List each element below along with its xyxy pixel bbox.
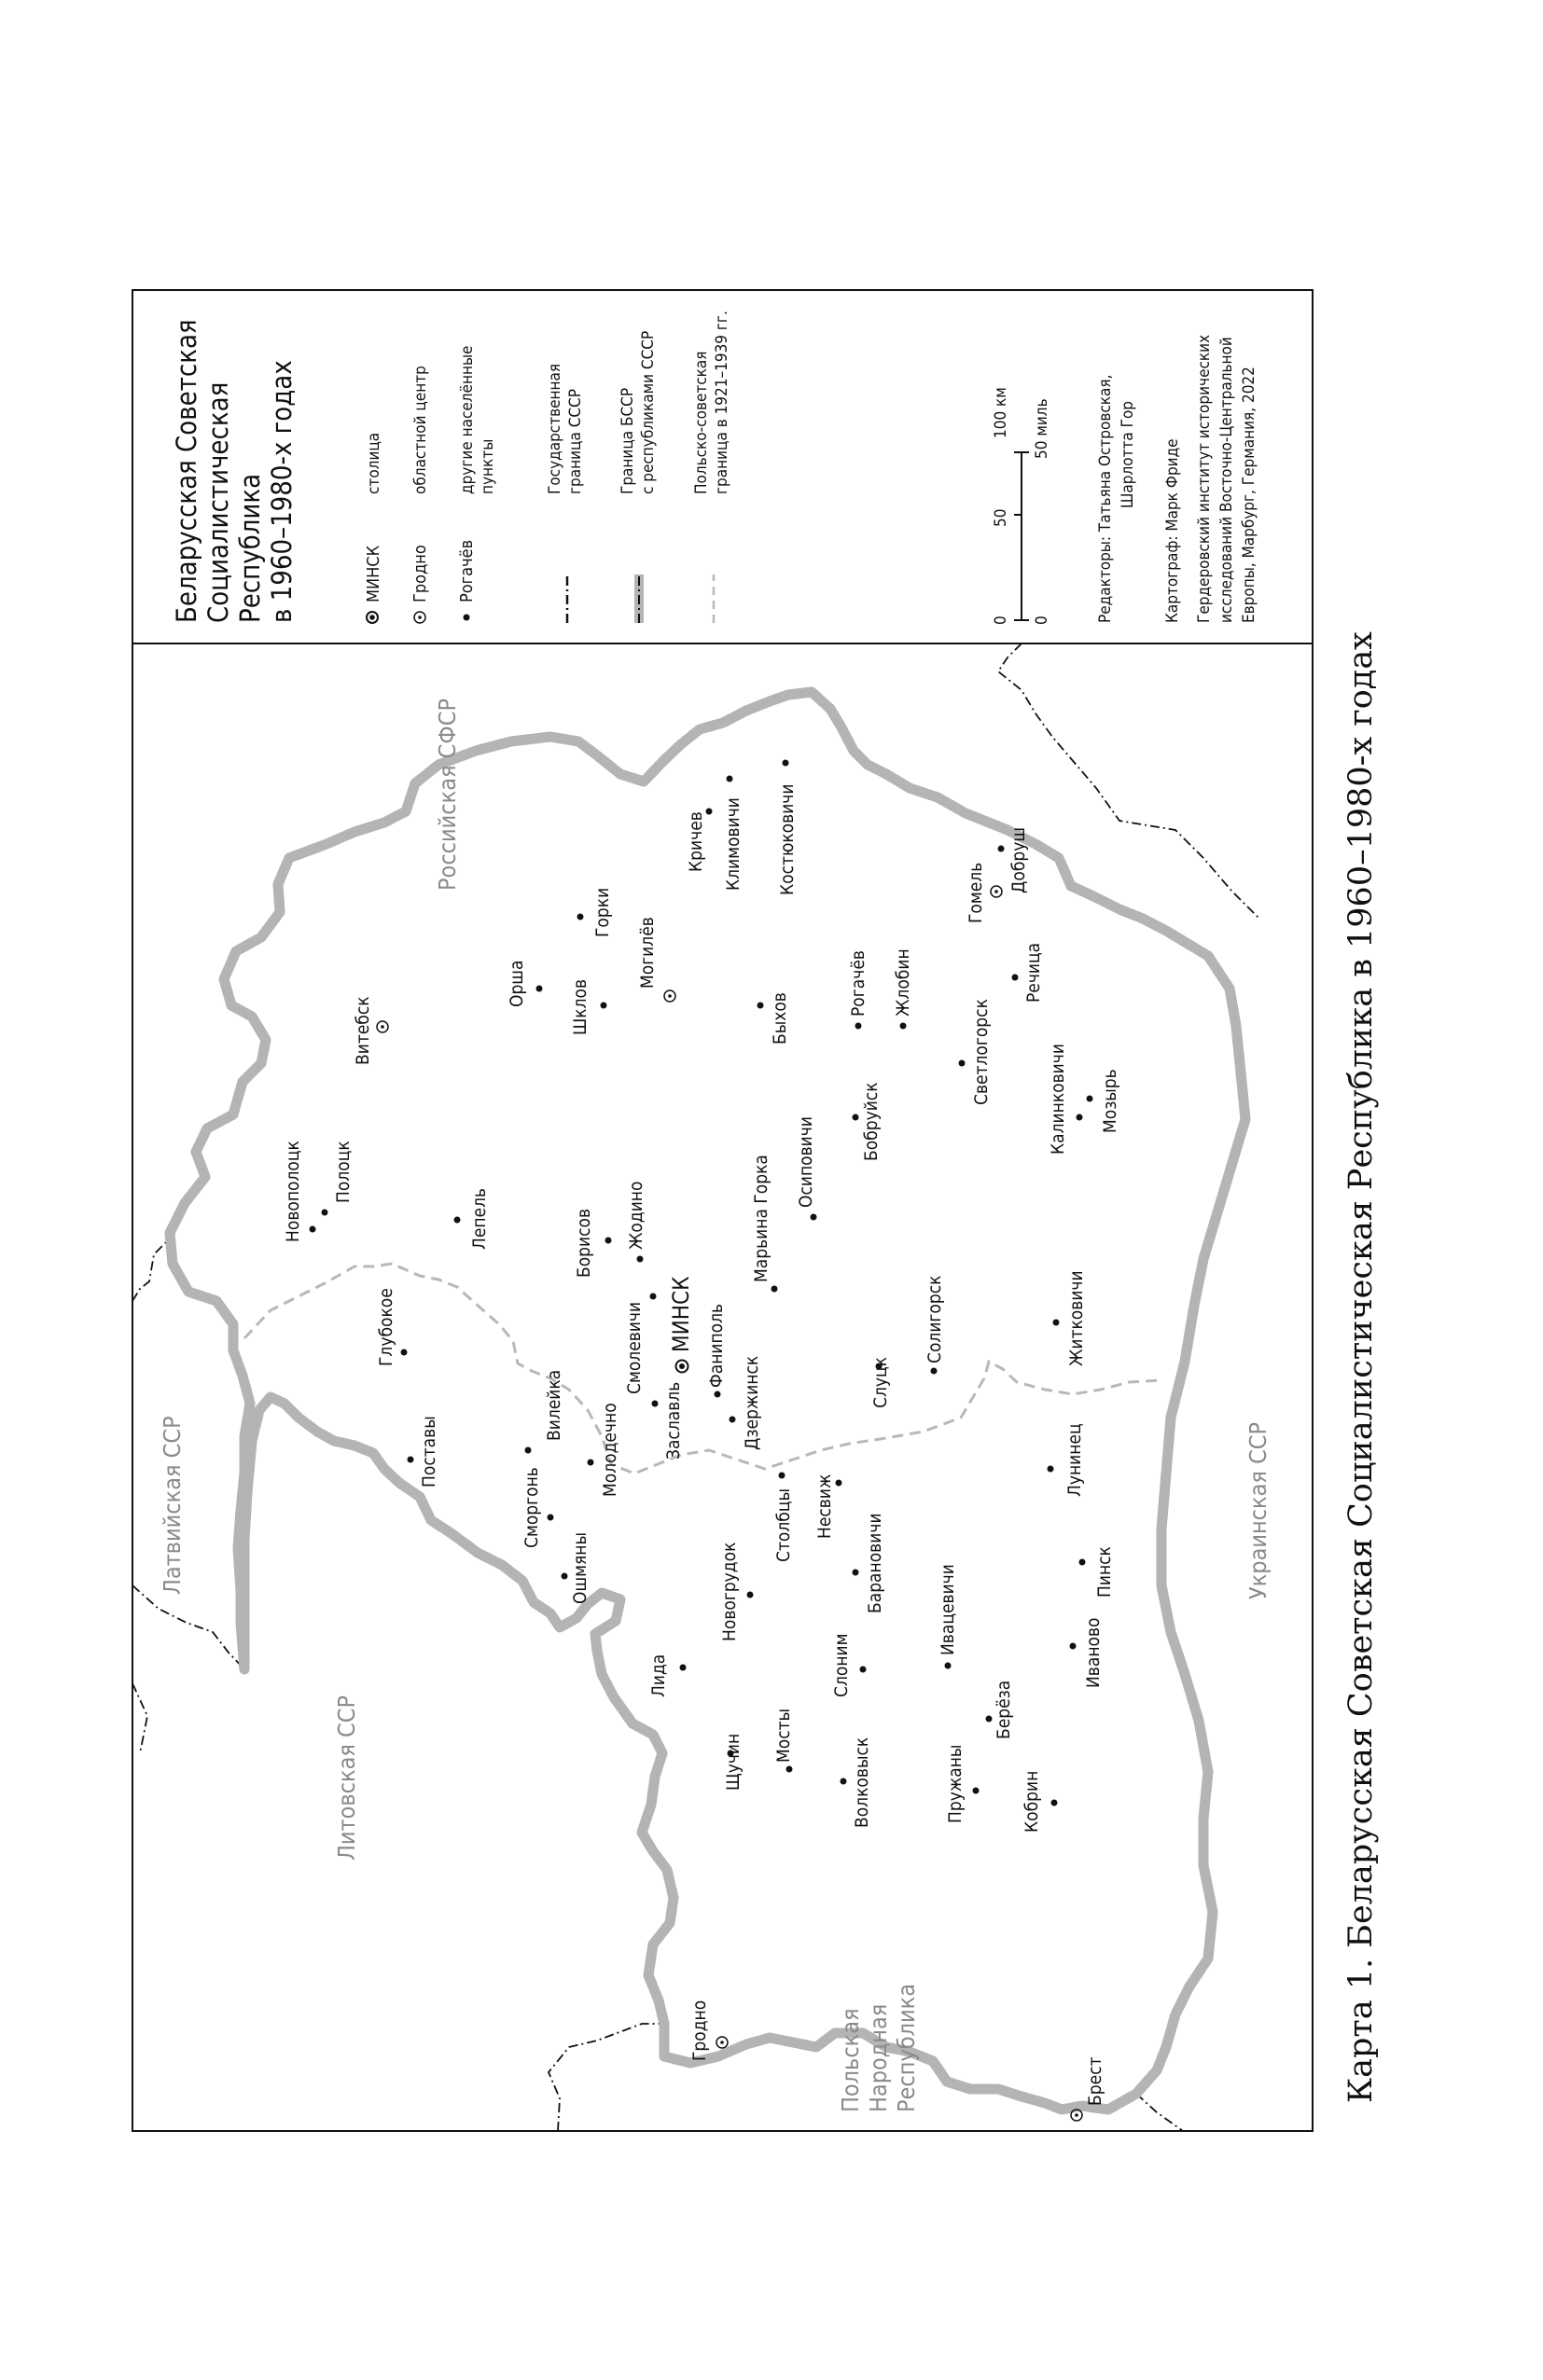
town-dot-orsha bbox=[536, 986, 543, 992]
scale-mi-50: 50 миль bbox=[1033, 398, 1051, 459]
town-dot-dobrush bbox=[998, 846, 1005, 852]
town-dot-byaroza bbox=[986, 1716, 993, 1723]
lithuania-latvia-border bbox=[132, 1585, 244, 1669]
town-dot-ivanovo bbox=[1070, 1643, 1077, 1650]
town-dot-shklov bbox=[601, 1003, 607, 1009]
town-label-luninets: Лунинец bbox=[1064, 1423, 1085, 1497]
regional-center-label: Гродно bbox=[689, 1999, 710, 2061]
town-dot-smorgon bbox=[548, 1515, 554, 1521]
town-dot-zaslavl bbox=[652, 1401, 659, 1407]
credit-institute: Гердеровский институт исторических исследований Восточно-Центральной Европы, Марбург, Германия, 2022 bbox=[1195, 334, 1258, 623]
town-label-rogachev: Рогачёв bbox=[848, 950, 869, 1017]
regional-center-dot bbox=[994, 890, 998, 893]
town-dot-rogachev bbox=[855, 1023, 862, 1030]
town-dot-svetlogorsk bbox=[959, 1060, 966, 1067]
town-dot-oshmyany bbox=[562, 1573, 568, 1580]
town-dot-maryina-gorka bbox=[772, 1286, 778, 1293]
town-label-zhitkovichi: Житковичи bbox=[1066, 1270, 1087, 1366]
town-label-kostyukovichi: Костюковичи bbox=[777, 783, 798, 895]
towns bbox=[283, 760, 1120, 1833]
town-dot-pinsk bbox=[1079, 1559, 1086, 1566]
town-label-stolbtsy: Столбцы bbox=[773, 1488, 794, 1562]
town-dot-kostyukovichi bbox=[783, 760, 789, 767]
legend-town-sample: Рогачёв bbox=[457, 539, 477, 602]
town-label-zhlobin: Жлобин bbox=[893, 948, 913, 1017]
town-label-novopolotsk: Новополоцк bbox=[283, 1141, 303, 1242]
credit-cartographer: Картограф: Марк Фриде bbox=[1163, 438, 1182, 623]
regional-center-dot bbox=[668, 994, 672, 998]
town-dot-slonim bbox=[860, 1667, 867, 1673]
town-dot-rechitsa bbox=[1012, 975, 1019, 981]
town-dot-novogrudok bbox=[747, 1592, 754, 1598]
russia-ukraine-border bbox=[998, 643, 1259, 919]
regional-center-gomel bbox=[966, 863, 1002, 923]
town-dot-kobrin bbox=[1051, 1800, 1058, 1806]
lithuania-east-edge bbox=[132, 1683, 147, 1753]
town-label-orsha: Орша bbox=[507, 960, 527, 1007]
region-lithuania: Литовская ССР bbox=[333, 1695, 360, 1861]
town-dot-luninets bbox=[1048, 1466, 1054, 1473]
region-labels bbox=[159, 699, 1272, 2112]
town-dot-stolbtsy bbox=[779, 1473, 785, 1479]
credit-editors-2: Шарлотта Гор bbox=[1119, 400, 1137, 508]
town-label-byaroza: Берёза bbox=[994, 1680, 1014, 1739]
town-dot-mozyr bbox=[1087, 1096, 1093, 1102]
cities bbox=[283, 760, 1120, 2122]
town-label-lepel: Лепель bbox=[469, 1187, 490, 1250]
town-label-maryina-gorka: Марьина Горка bbox=[751, 1155, 772, 1282]
town-label-pruzhany: Пружаны bbox=[945, 1744, 966, 1823]
map-caption: Карта 1. Беларусская Советская Социалистическая Республика в 1960–1980-х годах bbox=[1342, 631, 1380, 2103]
town-label-soligorsk: Солигорск bbox=[924, 1275, 945, 1363]
town-dot-lepel bbox=[454, 1217, 461, 1224]
regional-center-dot bbox=[1075, 2113, 1078, 2117]
town-label-oshmyany: Ошмяны bbox=[570, 1532, 591, 1604]
town-dot-klimovichi bbox=[727, 776, 733, 782]
legend-capital-desc: столица bbox=[365, 432, 383, 494]
scale-km-100: 100 км bbox=[992, 387, 1010, 438]
bssr-border-halo bbox=[170, 692, 1245, 2110]
legend-bssr-border-desc: Граница БССР с республиками СССР bbox=[619, 330, 658, 494]
town-dot-baranovichi bbox=[853, 1570, 859, 1576]
regional-center-vitebsk bbox=[353, 996, 388, 1065]
legend-town-desc: другие населённые пункты bbox=[458, 345, 497, 494]
town-label-slonim: Слоним bbox=[831, 1633, 852, 1697]
town-dot-polotsk bbox=[322, 1210, 328, 1216]
legend-state-border-desc: Государственная граница СССР bbox=[546, 363, 585, 494]
region-poland: Польская Народная Республика bbox=[837, 1983, 920, 2112]
credit-editors: Редакторы: Татьяна Островская, bbox=[1096, 374, 1115, 623]
town-label-zhodino: Жодино bbox=[626, 1181, 646, 1250]
town-label-kobrin: Кобрин bbox=[1022, 1770, 1042, 1833]
town-dot-nesvizh bbox=[836, 1480, 842, 1487]
town-dot-postavy bbox=[408, 1457, 414, 1463]
town-label-mozyr: Мозырь bbox=[1100, 1069, 1120, 1133]
town-label-dzerzhinsk: Дзержинск bbox=[742, 1355, 762, 1450]
town-dot-mosty bbox=[786, 1766, 793, 1773]
scale-bar bbox=[992, 387, 1051, 625]
capital-label-minsk: МИНСК bbox=[668, 1276, 694, 1352]
regional-center-label: Брест bbox=[1085, 2056, 1105, 2106]
town-dot-smolevichi bbox=[650, 1294, 657, 1300]
bssr-border-line bbox=[170, 692, 1245, 2110]
legend-capital-sample: МИНСК bbox=[364, 545, 383, 602]
town-label-krichev: Кричев bbox=[686, 811, 706, 872]
town-dot-dzerzhinsk bbox=[730, 1417, 736, 1423]
town-dot-molodechno bbox=[588, 1460, 594, 1466]
legend-town-symbol bbox=[464, 615, 470, 621]
town-label-slutsk: Слуцк bbox=[870, 1357, 891, 1408]
town-label-borisov: Борисов bbox=[574, 1208, 594, 1278]
town-dot-bobruisk bbox=[853, 1114, 859, 1121]
town-label-volkovysk: Волковыск bbox=[852, 1737, 872, 1828]
regional-center-label: Гомель bbox=[966, 862, 986, 923]
town-label-kalinkovichi: Калинковичи bbox=[1048, 1044, 1068, 1155]
region-latvia: Латвийская ССР bbox=[159, 1416, 186, 1595]
town-dot-zhodino bbox=[637, 1256, 644, 1263]
scale-mi-0: 0 bbox=[1033, 616, 1051, 625]
legend-regional-dot bbox=[418, 616, 422, 619]
town-dot-krichev bbox=[706, 809, 713, 815]
town-label-vileyka: Вилейка bbox=[544, 1369, 564, 1441]
town-label-postavy: Поставы bbox=[419, 1416, 439, 1488]
town-dot-pruzhany bbox=[973, 1788, 980, 1794]
town-label-smorgon: Сморгонь bbox=[521, 1467, 542, 1548]
town-dot-kalinkovichi bbox=[1077, 1114, 1083, 1121]
town-dot-lida bbox=[680, 1665, 687, 1671]
town-label-baranovichi: Барановичи bbox=[865, 1513, 885, 1613]
capital-dot-minsk bbox=[679, 1363, 685, 1369]
town-label-ivanovo: Иваново bbox=[1083, 1617, 1104, 1688]
town-dot-borisov bbox=[605, 1238, 612, 1244]
town-label-shklov: Шклов bbox=[570, 978, 591, 1035]
legend-capital-dot bbox=[369, 615, 375, 620]
town-label-lida: Лида bbox=[648, 1654, 669, 1697]
town-dot-glubokoe bbox=[401, 1349, 408, 1356]
town-dot-zhlobin bbox=[900, 1023, 907, 1030]
town-label-dobrush: Добруш bbox=[1008, 827, 1029, 893]
legend-polish-border-desc: Польско-советская граница в 1921–1939 гг. bbox=[692, 311, 731, 494]
town-dot-volkovysk bbox=[841, 1778, 847, 1785]
legend-title: Беларусская Советская Социалистическая Республика в 1960–1980-х годах bbox=[171, 319, 298, 623]
town-dot-fanipol bbox=[715, 1391, 721, 1398]
ukraine-poland-border bbox=[1136, 2094, 1183, 2131]
town-label-klimovichi: Климовичи bbox=[723, 797, 744, 891]
town-label-novogrudok: Новогрудок bbox=[719, 1542, 740, 1641]
town-label-gorki: Горки bbox=[592, 887, 613, 937]
town-label-smolevichi: Смолевичи bbox=[624, 1301, 645, 1394]
regional-center-dot bbox=[381, 1025, 384, 1029]
map-frame bbox=[132, 290, 1313, 2131]
town-label-osipovichi: Осиповичи bbox=[796, 1116, 816, 1208]
town-label-fanipol: Фаниполь bbox=[706, 1303, 727, 1388]
regional-center-mogilev bbox=[637, 917, 675, 1002]
town-label-bykhov: Быхов bbox=[770, 992, 790, 1045]
town-label-ivatsevichi: Ивацевичи bbox=[938, 1564, 958, 1655]
town-label-rechitsa: Речица bbox=[1023, 942, 1044, 1003]
town-dot-zhitkovichi bbox=[1053, 1320, 1060, 1326]
town-label-molodechno: Молодечно bbox=[600, 1403, 620, 1497]
town-dot-gorki bbox=[577, 914, 584, 920]
town-label-svetlogorsk: Светлогорск bbox=[971, 999, 992, 1105]
lithuania-poland-border bbox=[549, 2024, 664, 2131]
region-russia: Российская СФСР bbox=[434, 698, 461, 891]
scale-km-50: 50 bbox=[992, 508, 1010, 527]
town-label-nesvizh: Несвиж bbox=[814, 1474, 835, 1539]
town-label-mosty: Мосты bbox=[773, 1708, 794, 1763]
region-ukraine: Украинская ССР bbox=[1244, 1421, 1272, 1599]
town-label-shchuchin: Щучин bbox=[723, 1733, 744, 1791]
town-label-pinsk: Пинск bbox=[1094, 1546, 1115, 1598]
town-dot-soligorsk bbox=[931, 1368, 938, 1375]
town-label-zaslavl: Заславль bbox=[663, 1381, 684, 1460]
scale-km-0: 0 bbox=[992, 616, 1010, 625]
town-dot-ivatsevichi bbox=[945, 1663, 952, 1669]
town-label-polotsk: Полоцк bbox=[333, 1141, 354, 1203]
town-label-glubokoe: Глубокое bbox=[376, 1288, 396, 1366]
regional-center-label: Могилёв bbox=[637, 917, 658, 989]
legend bbox=[171, 311, 1258, 625]
town-dot-bykhov bbox=[758, 1003, 764, 1009]
town-dot-osipovichi bbox=[811, 1214, 817, 1221]
regional-center-dot bbox=[720, 2041, 724, 2044]
legend-regional-sample: Гродно bbox=[410, 545, 430, 602]
legend-regional-desc: областной центр bbox=[411, 366, 430, 494]
town-dot-novopolotsk bbox=[310, 1226, 316, 1233]
town-dot-vileyka bbox=[525, 1447, 532, 1454]
regional-center-label: Витебск bbox=[353, 996, 373, 1065]
town-label-bobruisk: Бобруйск bbox=[861, 1082, 882, 1161]
